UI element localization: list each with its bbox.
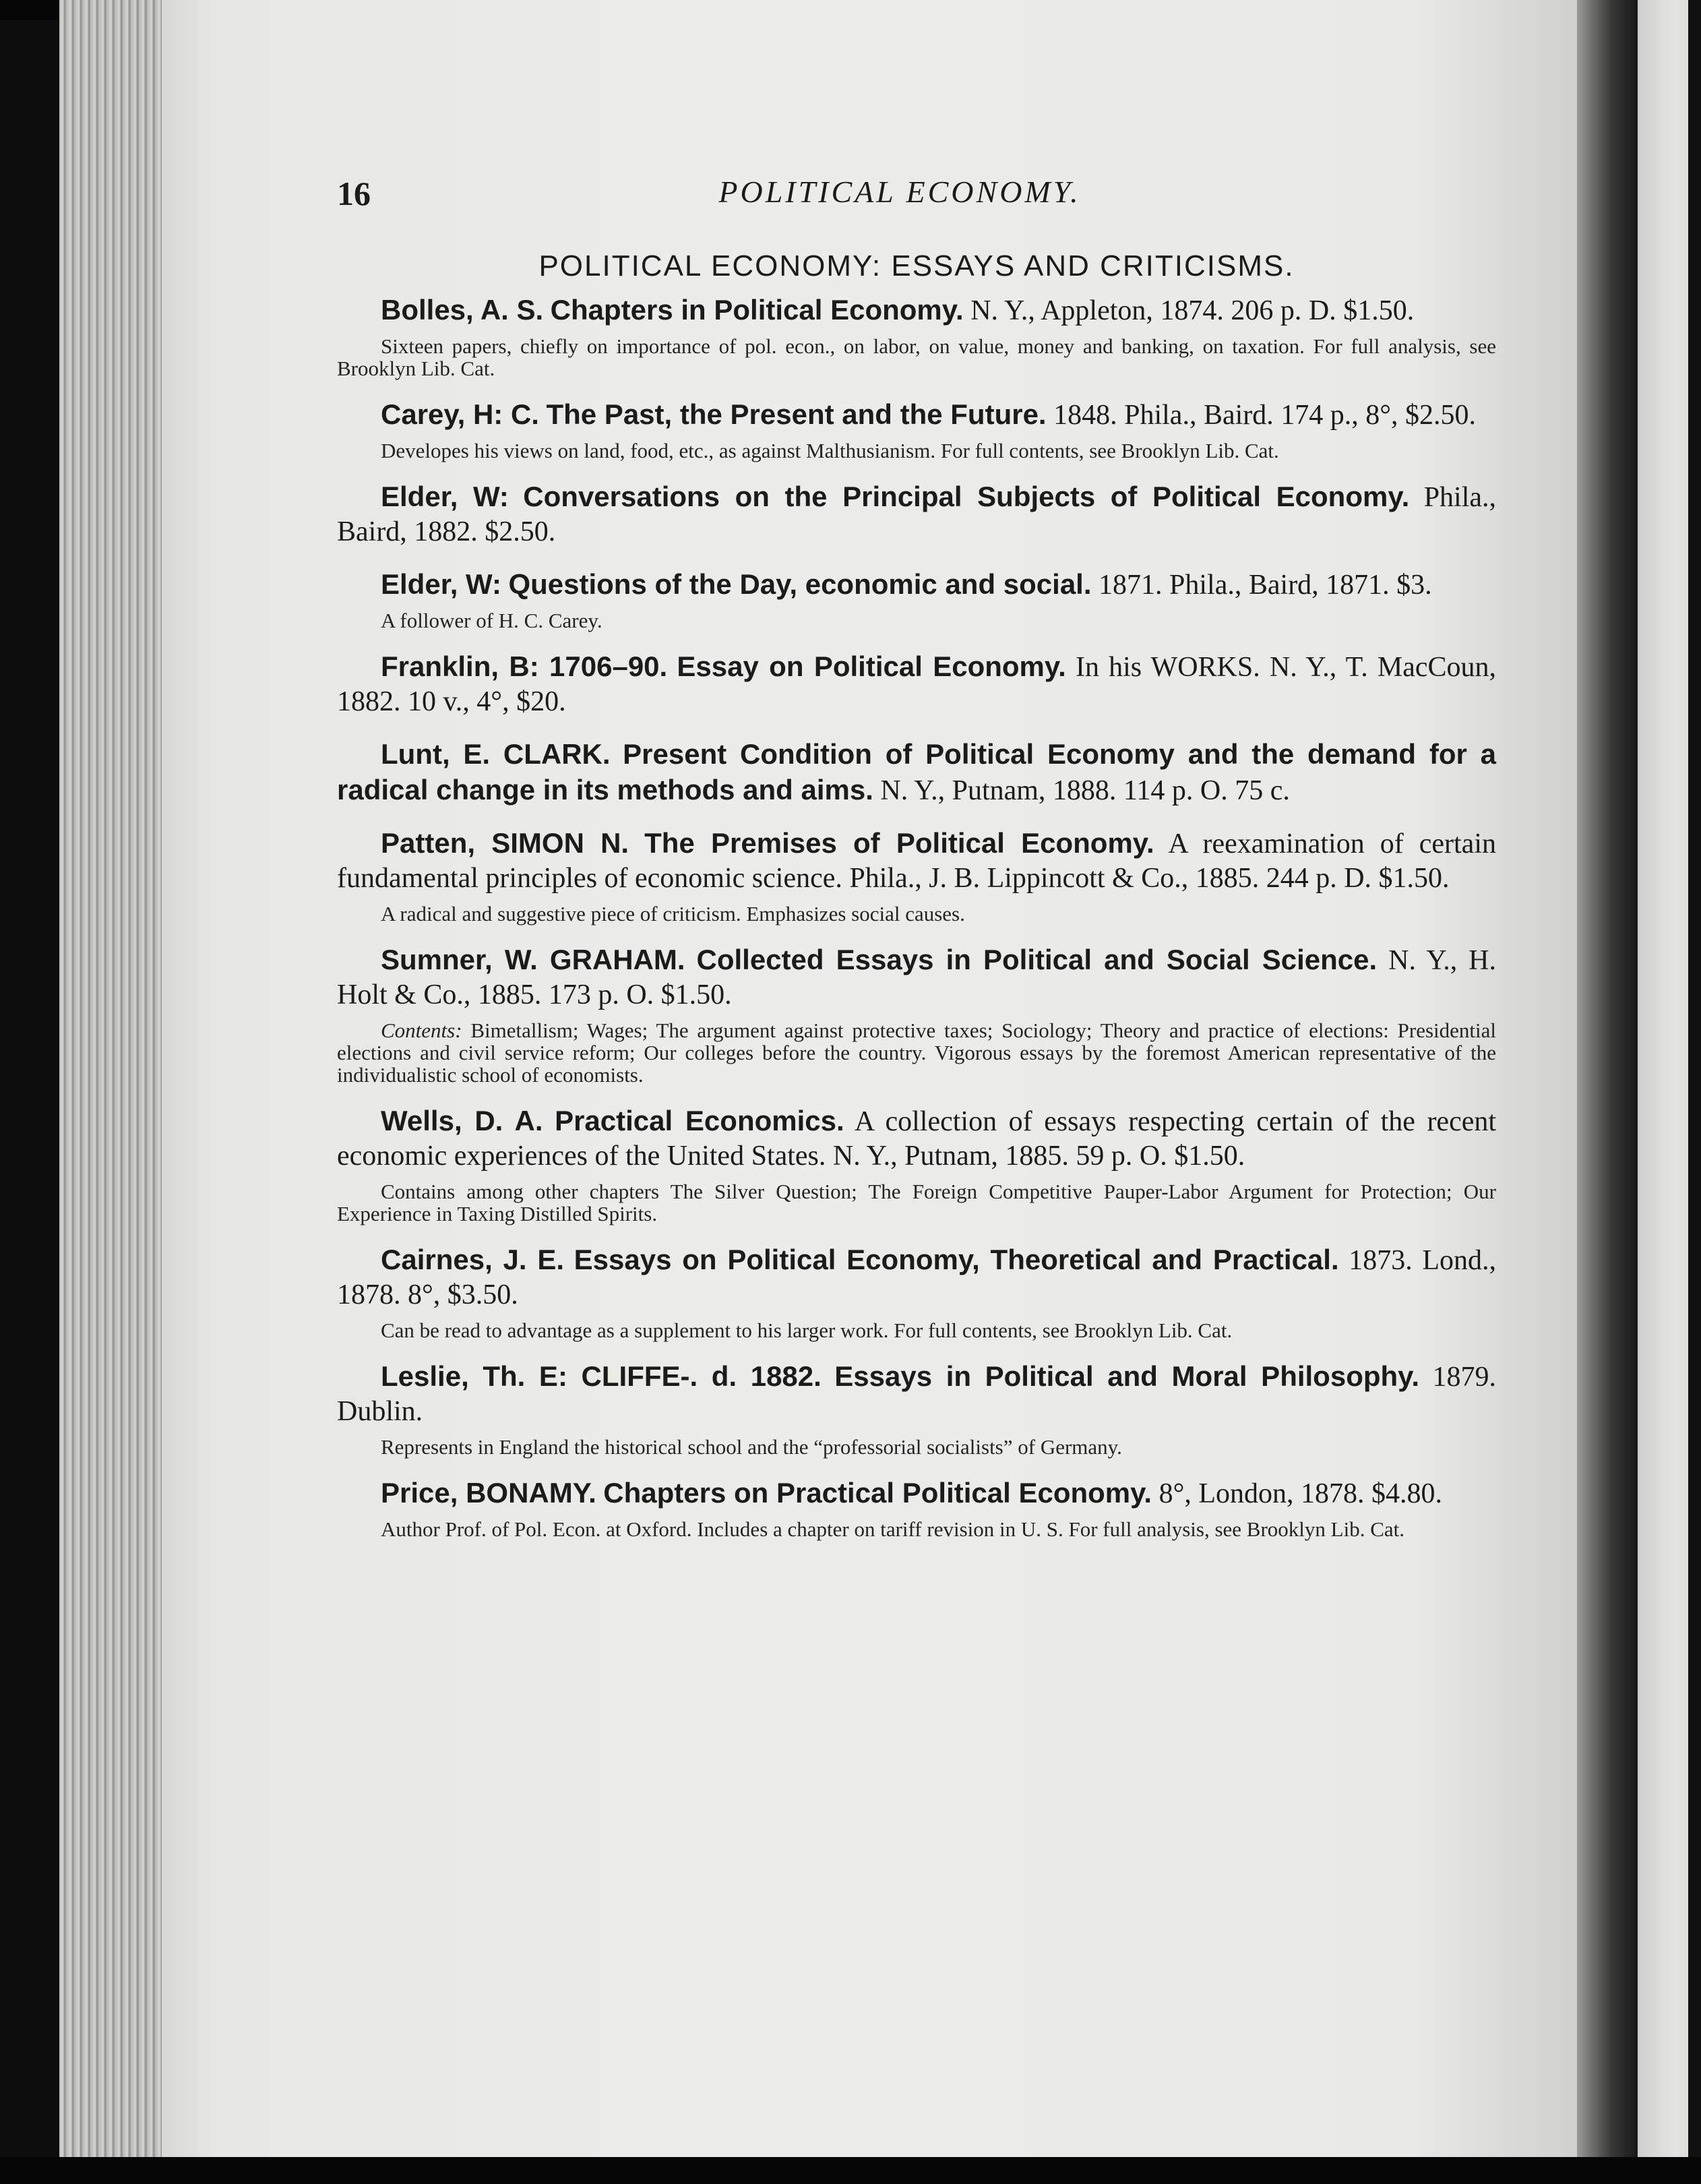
entry-note-label: Contents: <box>381 1019 462 1042</box>
entry-citation <box>337 1476 1496 1511</box>
bibliography-entry <box>337 737 1496 808</box>
entry-title: Chapters in Political Economy. <box>550 294 964 326</box>
entry-citation <box>337 737 1496 808</box>
running-title: POLITICAL ECONOMY. <box>718 175 1081 209</box>
running-head <box>337 169 1496 222</box>
entry-title: Questions of the Day, economic and social. <box>508 568 1092 600</box>
entry-note <box>337 1019 1496 1086</box>
bibliography-list <box>337 293 1496 1540</box>
entry-citation <box>337 649 1496 719</box>
entry-citation <box>337 397 1496 433</box>
entry-author: Elder, W: <box>381 481 509 512</box>
page-number: 16 <box>337 175 371 212</box>
entry-author: Bolles, A. S. <box>381 294 544 326</box>
entry-author: Sumner, W. GRAHAM. <box>381 944 685 975</box>
entry-details: 1871. Phila., Baird, 1871. $3. <box>1099 570 1432 601</box>
scan-border-right <box>1688 0 1701 2184</box>
entry-citation <box>337 1359 1496 1429</box>
entry-citation <box>337 1103 1496 1174</box>
bibliography-entry <box>337 1242 1496 1341</box>
stacked-page-edges <box>59 0 167 2184</box>
entry-author: Carey, H: C. <box>381 398 539 430</box>
entry-details: A collection of essays respecting certain of the recent economic experiences of the United States. N. Y., Putnam, 1885. 59 p. O. $1.50. <box>337 1106 1497 1172</box>
entry-note: A follower of H. C. Carey. <box>381 609 602 632</box>
entry-details: 1879. Dublin. <box>337 1362 1497 1427</box>
entry-citation <box>337 942 1496 1012</box>
bibliography-entry <box>337 1359 1496 1458</box>
entry-author: Wells, D. A. <box>381 1105 543 1136</box>
bibliography-entry <box>337 567 1496 632</box>
entry-citation <box>337 826 1496 896</box>
entry-citation <box>337 479 1496 549</box>
entry-title: Essay on Political Economy. <box>677 650 1066 682</box>
entry-note: Author Prof. of Pol. Econ. at Oxford. Includes a chapter on tariff revision in U. S. For full analysis, see Brooklyn Lib. Cat. <box>381 1517 1405 1541</box>
entry-author: Price, BONAMY. <box>381 1477 596 1509</box>
entry-citation <box>337 1242 1496 1312</box>
entry-details: 1873. Lond., 1878. 8°, $3.50. <box>337 1245 1497 1310</box>
bibliography-entry <box>337 397 1496 462</box>
entry-note: Contains among other chapters The Silver Question; The Foreign Competitive Pauper-Labor Argument for Protection; Our Experience in Taxing Distilled Spirits. <box>337 1180 1496 1225</box>
entry-citation <box>337 567 1496 603</box>
bibliography-entry <box>337 479 1496 549</box>
entry-details: N. Y., Putnam, 1888. 114 p. O. 75 c. <box>880 775 1290 806</box>
entry-note: Sixteen papers, chiefly on importance of pol. econ., on labor, on value, money and banking, on taxation. For full analysis, see Brooklyn Lib. Cat. <box>337 334 1496 380</box>
entry-author: Patten, SIMON N. <box>381 827 629 859</box>
entry-author: Elder, W: <box>381 568 501 600</box>
entry-note: Can be read to advantage as a supplement to his larger work. For full contents, see Brooklyn Lib. Cat. <box>381 1318 1233 1342</box>
entry-details: In his WORKS. N. Y., T. MacCoun, 1882. 10 v., 4°, $20. <box>337 652 1497 717</box>
entry-note: Developes his views on land, food, etc., as against Malthusianism. For full contents, see Brooklyn Lib. Cat. <box>381 439 1279 462</box>
entry-title: The Past, the Present and the Future. <box>546 398 1047 430</box>
entry-note-text: Bimetallism; Wages; The argument against protective taxes; Sociology; Theory and practice of elections: Presidential elections and civil service reform; Our colleges before the country. Vigorous essays by the foremost American representative of the individualistic school of economists. <box>337 1019 1497 1087</box>
bibliography-entry <box>337 649 1496 719</box>
entry-note: Represents in England the historical school and the “professorial socialists” of Germany. <box>381 1435 1122 1459</box>
book-gutter <box>1577 0 1638 2184</box>
entry-details: Phila., Baird, 1882. $2.50. <box>337 482 1497 547</box>
entry-author: Franklin, B: 1706–90. <box>381 650 668 682</box>
entry-details: N. Y., H. Holt & Co., 1885. 173 p. O. $1.50. <box>337 945 1497 1010</box>
section-heading: POLITICAL ECONOMY: ESSAYS AND CRITICISMS. <box>538 249 1295 282</box>
bibliography-entry <box>337 942 1496 1086</box>
entry-details: 8°, London, 1878. $4.80. <box>1158 1478 1443 1509</box>
entry-author: Lunt, E. CLARK. <box>381 738 611 770</box>
entry-author: Leslie, Th. E: CLIFFE-. d. 1882. <box>381 1360 822 1392</box>
entry-details: A reexamination of certain fundamental principles of economic science. Phila., J. B. Lippincott & Co., 1885. 244 p. D. $1.50. <box>337 828 1496 894</box>
entry-title: Collected Essays in Political and Social Science. <box>696 944 1378 975</box>
entry-title: Present Condition of Political Economy and the demand for a radical change in its methods and aims. <box>337 738 1496 806</box>
bibliography-entry <box>337 826 1496 925</box>
entry-title: Essays in Political and Moral Philosophy. <box>834 1360 1420 1392</box>
page-content <box>337 169 1496 1558</box>
entry-title: The Premises of Political Economy. <box>644 827 1154 859</box>
entry-note: A radical and suggestive piece of criticism. Emphasizes social causes. <box>381 902 965 926</box>
entry-details: 1848. Phila., Baird. 174 p., 8°, $2.50. <box>1053 400 1477 431</box>
entry-author: Cairnes, J. E. <box>381 1244 565 1275</box>
entry-citation <box>337 293 1496 328</box>
entry-title: Practical Economics. <box>555 1105 844 1136</box>
bibliography-entry <box>337 1103 1496 1225</box>
entry-title: Essays on Political Economy, Theoretical and Practical. <box>574 1244 1339 1275</box>
entry-title: Conversations on the Principal Subjects of Political Economy. <box>523 481 1410 512</box>
entry-details: N. Y., Appleton, 1874. 206 p. D. $1.50. <box>970 295 1415 326</box>
scan-border-bottom <box>0 2157 1701 2184</box>
entry-title: Chapters on Practical Political Economy. <box>603 1477 1152 1509</box>
bibliography-entry <box>337 1476 1496 1540</box>
bibliography-entry <box>337 293 1496 380</box>
